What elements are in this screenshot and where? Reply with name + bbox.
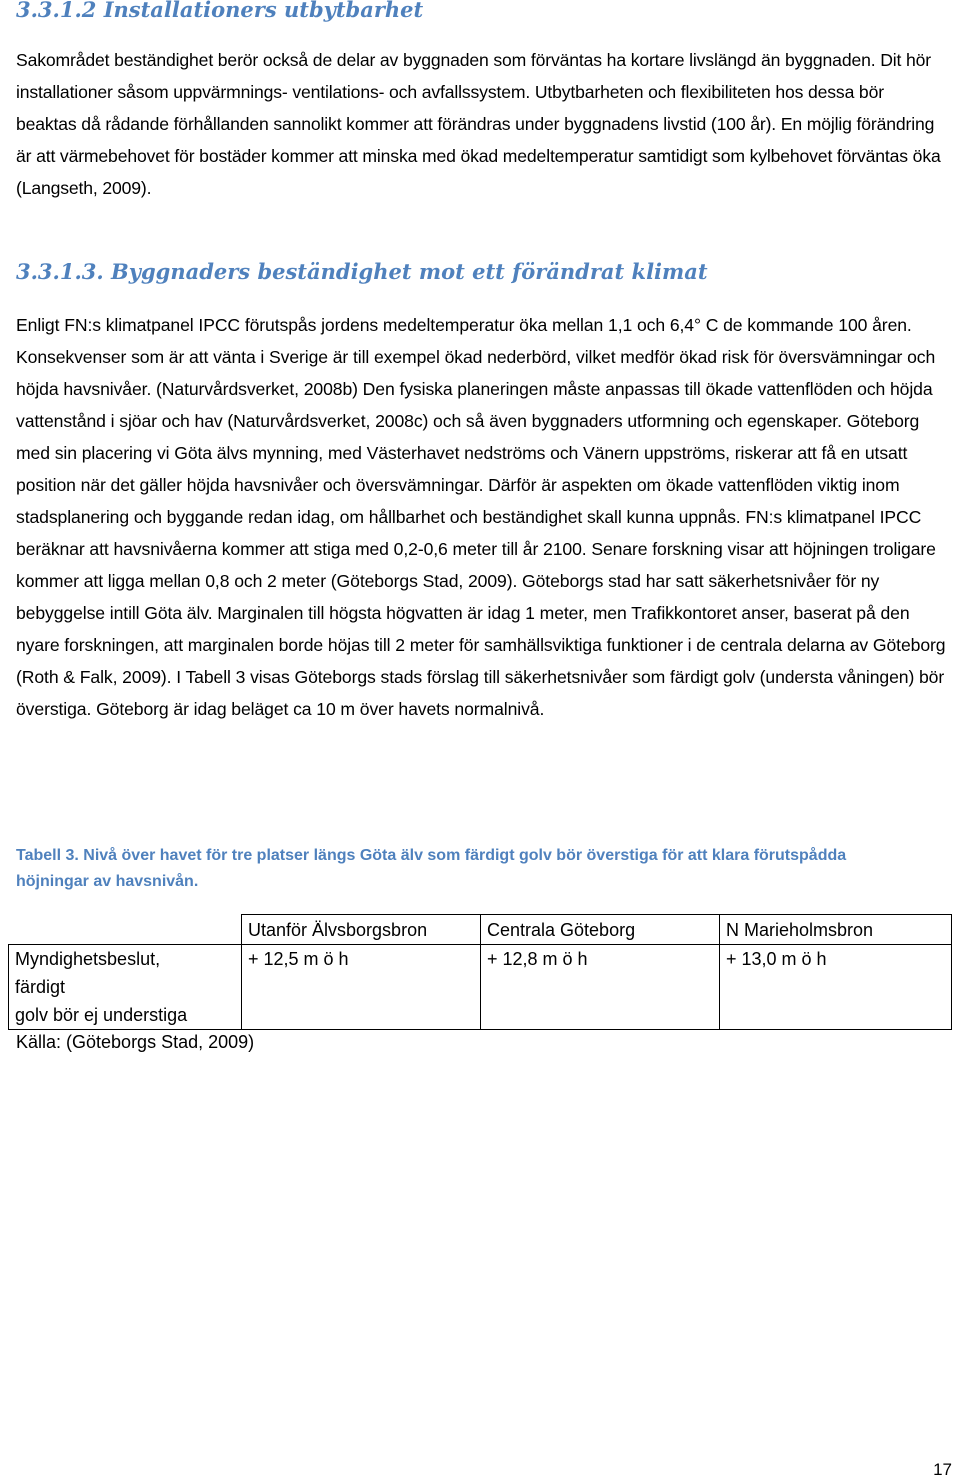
section-heading-byggnaders-bestandighet: 3.3.1.3. Byggnaders beständighet mot ett förändrat klimat	[16, 259, 708, 284]
table-header-centrala-goteborg: Centrala Göteborg	[481, 915, 720, 945]
table-header-utanfor-alvsborgsbron: Utanför Älvsborgsbron	[242, 915, 481, 945]
paragraph-installationers-utbytbarhet: Sakområdet beständighet berör också de delar av byggnaden som förväntas ha kortare livslängd än byggnaden. Dit hör installationer såsom uppvärmnings- ventilations- och avfallssystem. Utbytbarheten och flexibiliteten hos dessa bör beaktas då rådande förhållanden sannolikt kommer att förändras under byggnadens livstid (100 år). En möjlig förändring är att värmebehovet för bostäder kommer att minska med ökad medeltemperatur samtidigt som kylbehovet förväntas öka (Langseth, 2009).	[16, 50, 941, 198]
table-row-label-line2: färdigt	[15, 977, 66, 997]
table-row	[9, 945, 952, 1030]
table-header-row	[9, 915, 952, 945]
table-row-label-line3: golv bör ej understiga	[15, 1005, 188, 1025]
table-header-n-marieholmsbron: N Marieholmsbron	[720, 915, 952, 945]
table-source: Källa: (Göteborgs Stad, 2009)	[16, 1032, 255, 1052]
table-cell-centrala-goteborg: + 12,8 m ö h	[481, 945, 720, 1030]
section-heading-installationers-utbytbarhet: 3.3.1.2 Installationers utbytbarhet	[16, 0, 424, 22]
table-row-label-line1: Myndighetsbeslut,	[15, 949, 161, 969]
table-cell-utanfor-alvsborgsbron: + 12,5 m ö h	[242, 945, 481, 1030]
paragraph-byggnaders-bestandighet: Enligt FN:s klimatpanel IPCC förutspås jordens medeltemperatur öka mellan 1,1 och 6,4° C de kommande 100 åren. Konsekvenser som är att vänta i Sverige är till exempel ökad nederbörd, vilket medför ökad risk för översvämningar och höjda havsnivåer. (Naturvårdsverket, 2008b) Den fysiska planeringen måste anpassas till ökade vattenflöden och höjda vattenstånd i sjöar och hav (Naturvårdsverket, 2008c) och så även byggnaders utformning och egenskaper. Göteborg med sin placering vi Göta älvs mynning, med Västerhavet nedströms och Vänern uppströms, riskerar att få en utsatt position när det gäller höjda havsnivåer och översvämningar. Därför är aspekten om ökade vattenflöden viktig inom stadsplanering och byggande redan idag, om hållbarhet och beständighet skall kunna uppnås. FN:s klimatpanel IPCC beräknar att havsnivåerna kommer att stiga med 0,2-0,6 meter till år 2100. Senare forskning visar att höjningen troligare kommer att ligga mellan 0,8 och 2 meter (Göteborgs Stad, 2009). Göteborgs stad har satt säkerhetsnivåer för ny bebyggelse intill Göta älv. Marginalen till högsta högvatten är idag 1 meter, men Trafikkontoret anser, baserat på den nyare forskningen, att marginalen borde höjas till 2 meter för samhällsviktiga funktioner i de centrala delarna av Göteborg (Roth & Falk, 2009). I Tabell 3 visas Göteborgs stads förslag till säkerhetsnivåer som färdigt golv (understa våningen) bör överstiga. Göteborg är idag beläget ca 10 m över havets normalnivå.	[16, 315, 946, 719]
table-header-empty-cell	[9, 915, 242, 945]
page-number: 17	[933, 1460, 952, 1479]
table-cell-n-marieholmsbron: + 13,0 m ö h	[720, 945, 952, 1030]
table-caption: Tabell 3. Nivå över havet för tre platser längs Göta älv som färdigt golv bör överstiga för att klara förutspådda höjningar av havsnivån.	[16, 847, 847, 890]
sea-level-table	[8, 914, 952, 1030]
table-row-label	[9, 945, 242, 1030]
